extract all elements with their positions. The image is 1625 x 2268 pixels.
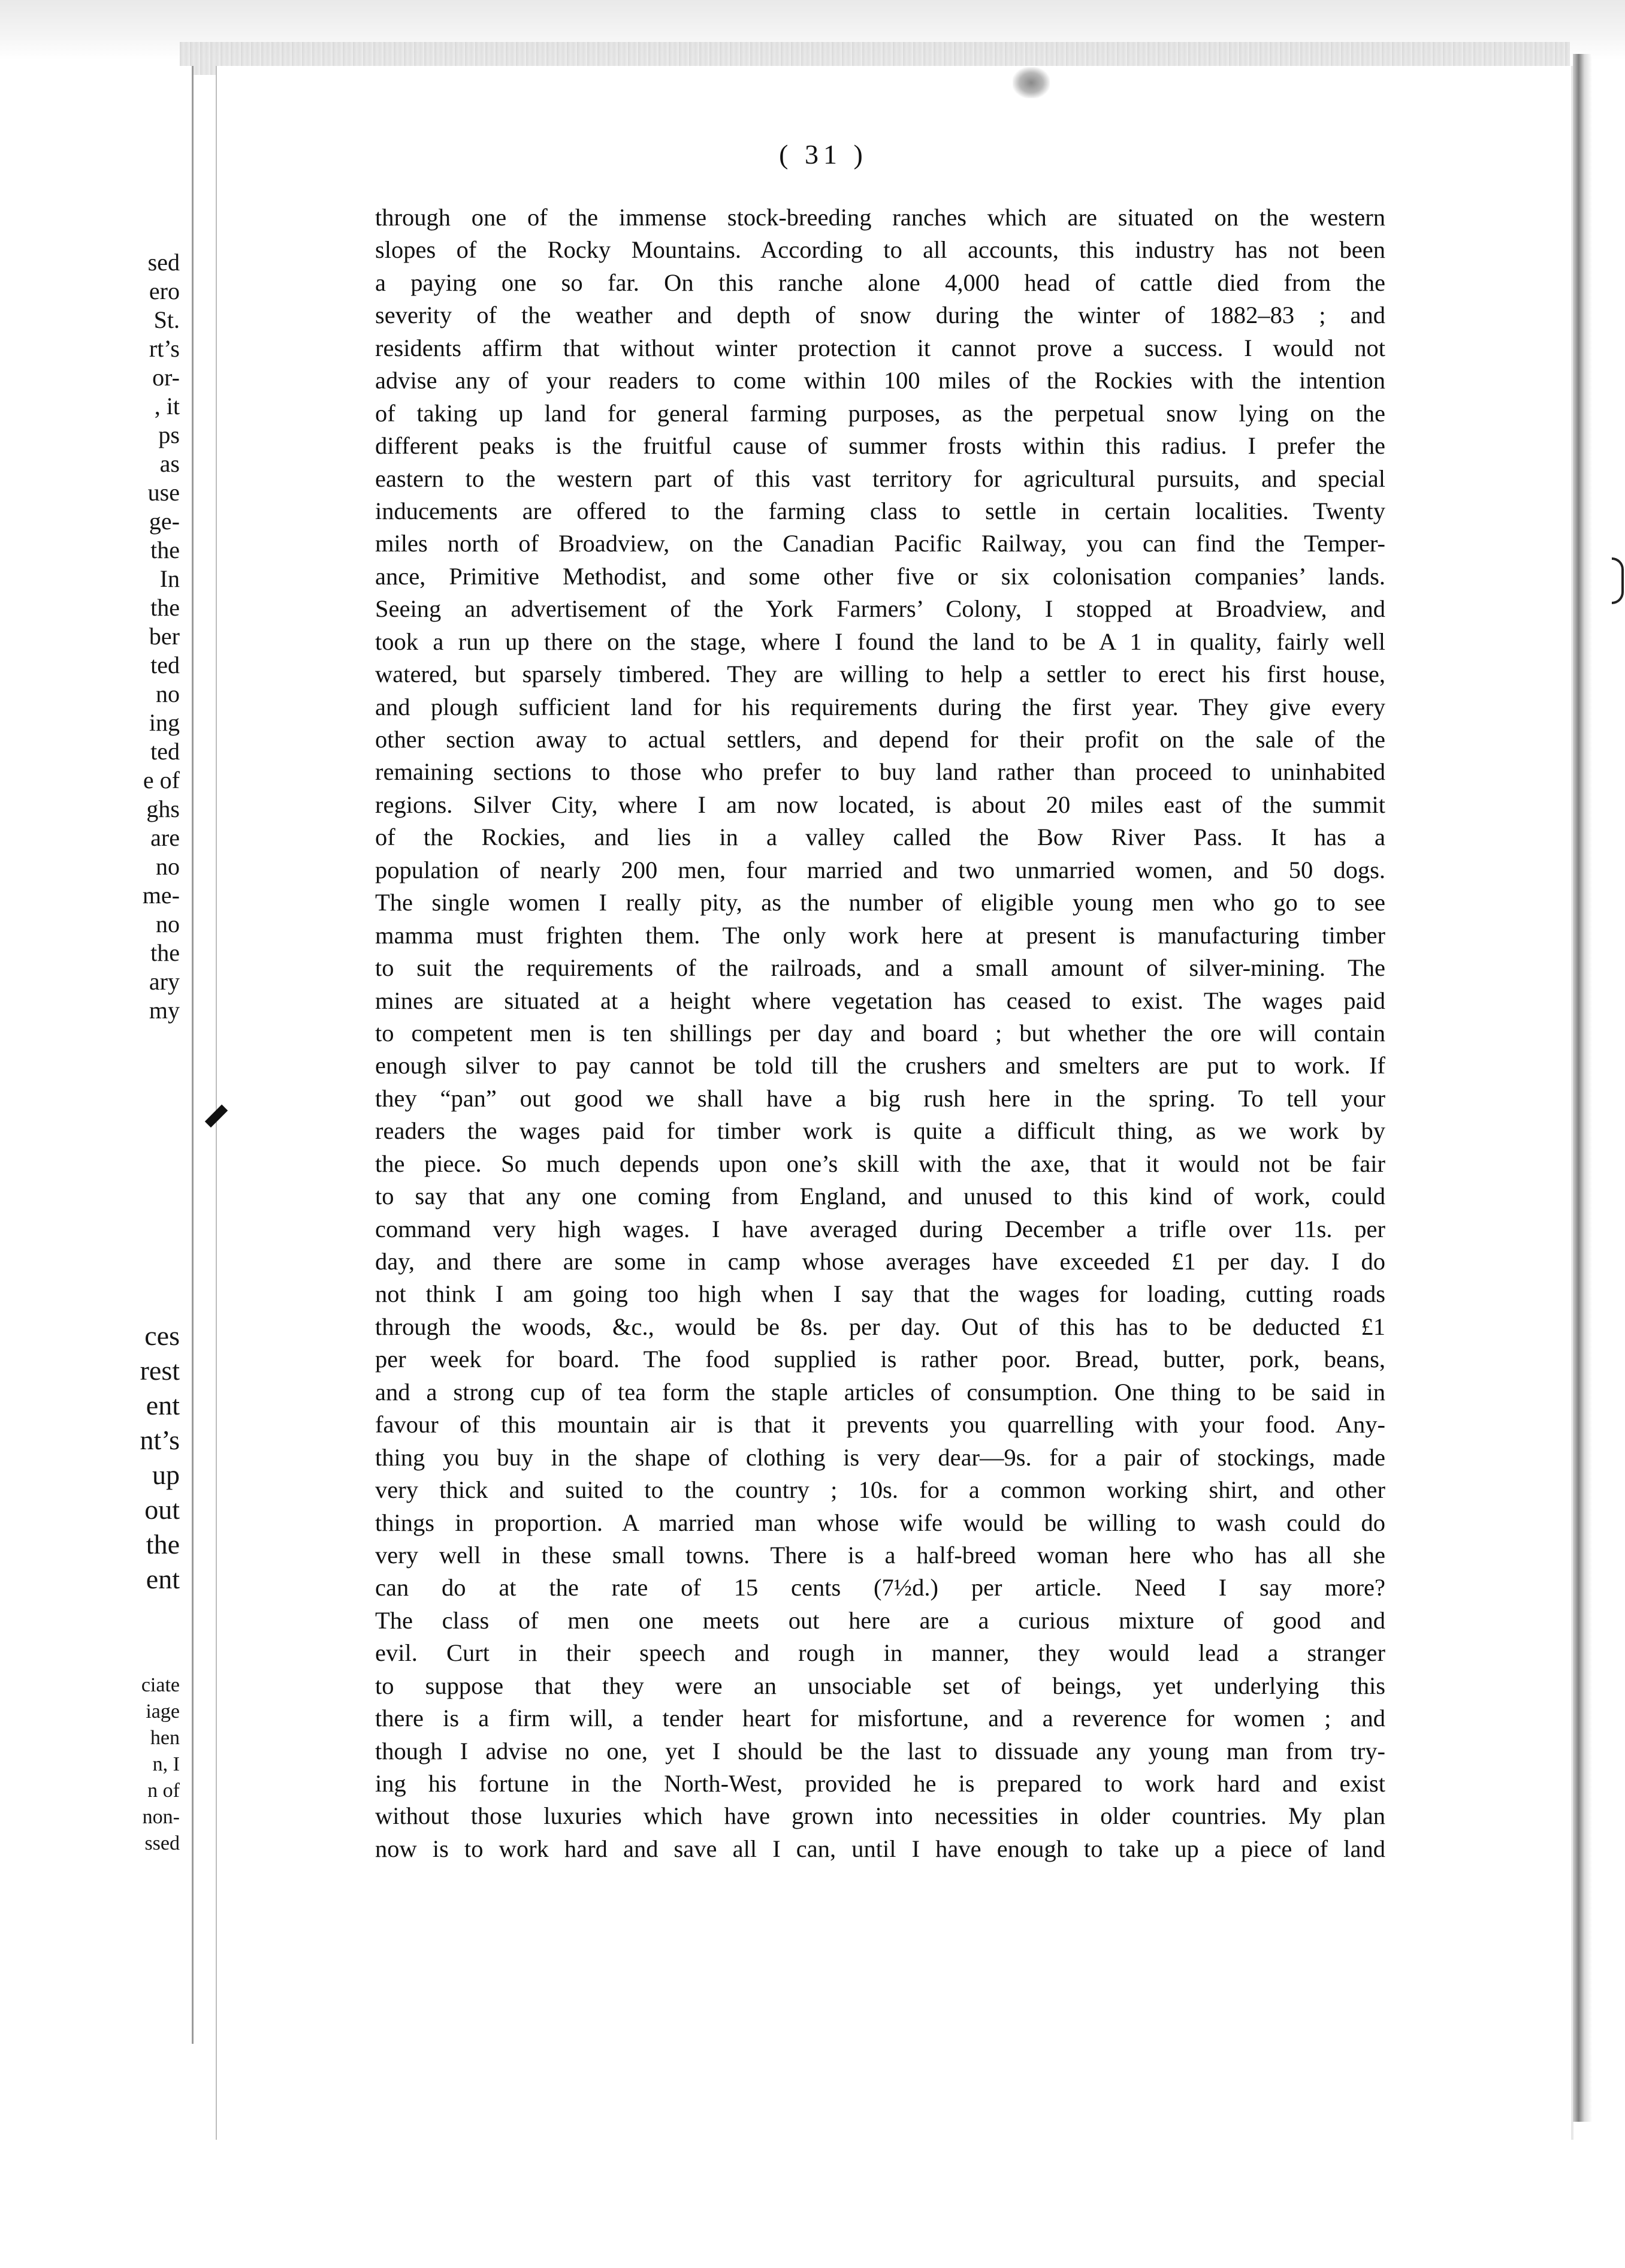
text-line: and plough sufficient land for his requirements during the first year. They give every (375, 693, 1385, 720)
facing-line: ary (149, 968, 180, 995)
text-line: of taking up land for general farming purposes, as the perpetual snow lying on the (375, 399, 1385, 427)
text-line: and a strong cup of tea form the staple articles of consumption. One thing to be said in (375, 1378, 1385, 1406)
text-line: to competent men is ten shillings per day and board ; but whether the ore will contain (375, 1019, 1385, 1046)
text-line: day, and there are some in camp whose averages have exceeded £1 per day. I do (375, 1248, 1385, 1275)
text-line: ance, Primitive Methodist, and some other five or six colonisation companies’ lands. (375, 562, 1385, 590)
facing-line: hen (150, 1727, 180, 1749)
text-line: other section away to actual settlers, and depend for their profit on the sale of the (375, 726, 1385, 753)
facing-line: , it (154, 393, 180, 420)
facing-line: no (156, 853, 180, 880)
facing-page-text-lower (141, 1672, 180, 1857)
edge-bracket-mark (1612, 557, 1624, 604)
facing-line: rest (140, 1355, 180, 1386)
text-line: regions. Silver City, where I am now located, is about 20 miles east of the summit (375, 791, 1385, 818)
text-line: not think I am going too high when I say that the wages for loading, cutting roads (375, 1280, 1385, 1308)
facing-line: the (150, 939, 180, 966)
facing-line: my (149, 997, 180, 1024)
text-line: watered, but sparsely timbered. They are willing to help a settler to erect his first house, (375, 661, 1385, 688)
body-text (375, 201, 1385, 1865)
facing-line: non- (142, 1806, 180, 1828)
text-line: ing his fortune in the North-West, provided he is prepared to work hard and exist (375, 1770, 1385, 1797)
text-line: favour of this mountain air is that it prevents you quarrelling with your food. Any- (375, 1411, 1385, 1438)
facing-line: are (150, 824, 180, 851)
facing-line: nt’s (140, 1425, 180, 1455)
text-line: severity of the weather and depth of snow during the winter of 1882–83 ; and (375, 301, 1385, 329)
facing-line: ted (150, 652, 180, 678)
text-line: now is to work hard and save all I can, until I have enough to take up a piece of land (375, 1835, 1385, 1862)
text-line: Seeing an advertisement of the York Farmers’ Colony, I stopped at Broadview, and (375, 595, 1385, 623)
text-line: different peaks is the fruitful cause of summer frosts within this radius. I prefer the (375, 432, 1385, 460)
text-line: to say that any one coming from England, and unused to this kind of work, could (375, 1183, 1385, 1210)
facing-line: the (146, 1529, 180, 1560)
text-line: though I advise no one, yet I should be the last to dissuade any young man from try- (375, 1737, 1385, 1765)
facing-line: e of (143, 767, 180, 794)
facing-line: ghs (146, 795, 180, 822)
facing-line: n of (147, 1780, 180, 1802)
facing-line: iage (146, 1700, 180, 1723)
text-line: residents affirm that without winter protection it cannot prove a success. I would not (375, 334, 1385, 361)
facing-line: St. (153, 306, 180, 333)
facing-line: In (159, 565, 180, 592)
text-line: miles north of Broadview, on the Canadian Pacific Railway, you can find the Temper- (375, 530, 1385, 557)
text-line: thing you buy in the shape of clothing is very dear—9s. for a pair of stockings, made (375, 1443, 1385, 1471)
text-line: things in proportion. A married man whose wife would be willing to wash could do (375, 1509, 1385, 1536)
text-line: The single women I really pity, as the number of eligible young men who go to see (375, 889, 1385, 916)
text-line: to suppose that they were an unsociable set of beings, yet underlying this (375, 1672, 1385, 1699)
text-line: eastern to the western part of this vast territory for agricultural pursuits, and special (375, 465, 1385, 492)
facing-line: no (156, 680, 180, 707)
facing-line: ber (149, 623, 180, 650)
facing-line: ciate (141, 1674, 180, 1696)
text-line: took a run up there on the stage, where I found the land to be A 1 in quality, fairly well (375, 628, 1385, 655)
page-number: ( 31 ) (779, 139, 868, 170)
text-line: slopes of the Rocky Mountains. According to all accounts, this industry has not been (375, 236, 1385, 264)
facing-page-text-middle (140, 1319, 180, 1597)
facing-line: sed (147, 249, 180, 276)
facing-line: ces (144, 1320, 180, 1351)
text-line: very well in these small towns. There is a half-breed woman here who has all she (375, 1541, 1385, 1569)
text-line: mines are situated at a height where vegetation has ceased to exist. The wages paid (375, 987, 1385, 1014)
facing-line: ent (146, 1390, 180, 1420)
facing-line: ent (146, 1564, 180, 1594)
text-line: of the Rockies, and lies in a valley called the Bow River Pass. It has a (375, 824, 1385, 851)
text-line: per week for board. The food supplied is rather poor. Bread, butter, pork, beans, (375, 1346, 1385, 1373)
facing-line: ge- (149, 508, 180, 535)
text-line: can do at the rate of 15 cents (7½d.) per article. Need I say more? (375, 1574, 1385, 1602)
text-line: through one of the immense stock-breeding ranches which are situated on the western (375, 204, 1385, 231)
text-line: inducements are offered to the farming class to settle in certain localities. Twenty (375, 497, 1385, 524)
facing-line: ing (149, 709, 180, 736)
text-line: The class of men one meets out here are a curious mixture of good and (375, 1606, 1385, 1634)
text-line: remaining sections to those who prefer to buy land rather than proceed to uninhabited (375, 758, 1385, 786)
text-line: without those luxuries which have grown into necessities in older countries. My plan (375, 1802, 1385, 1830)
text-line: evil. Curt in their speech and rough in manner, they would lead a stranger (375, 1639, 1385, 1667)
text-line: very thick and suited to the country ; 10s. for a common working shirt, and other (375, 1476, 1385, 1504)
facing-line: use (147, 479, 180, 506)
text-line: the piece. So much depends upon one’s skill with the axe, that it would not be fair (375, 1150, 1385, 1177)
facing-page (0, 66, 194, 2044)
text-line: advise any of your readers to come within 100 miles of the Rockies with the intention (375, 367, 1385, 394)
text-line: population of nearly 200 men, four married and two unmarried women, and 50 dogs. (375, 856, 1385, 883)
facing-line: or- (152, 364, 180, 391)
text-line: mamma must frighten them. The only work here at present is manufacturing timber (375, 921, 1385, 949)
facing-line: ted (150, 738, 180, 765)
facing-page-text-upper (143, 248, 180, 1025)
text-line: readers the wages paid for timber work is quite a difficult thing, as we work by (375, 1117, 1385, 1145)
facing-line: me- (142, 882, 180, 909)
facing-line: ssed (144, 1832, 180, 1854)
facing-line: ps (158, 421, 180, 448)
facing-line: up (152, 1459, 180, 1490)
facing-line: rt’s (149, 335, 180, 362)
text-line: through the woods, &c., would be 8s. per day. Out of this has to be deducted £1 (375, 1313, 1385, 1340)
facing-line: as (159, 450, 180, 477)
facing-line: the (150, 536, 180, 563)
text-line: there is a firm will, a tender heart for misfortune, and a reverence for women ; and (375, 1705, 1385, 1732)
text-line: enough silver to pay cannot be told till the crushers and smelters are put to work. If (375, 1052, 1385, 1079)
text-line: to suit the requirements of the railroads, and a small amount of silver-mining. The (375, 954, 1385, 982)
facing-line: out (144, 1494, 180, 1525)
facing-line: no (156, 910, 180, 937)
ink-blot (1013, 67, 1050, 98)
facing-line: ero (149, 278, 180, 304)
text-line: command very high wages. I have averaged during December a trifle over 11s. per (375, 1215, 1385, 1242)
facing-line: n, I (152, 1753, 180, 1775)
page-edge (1573, 54, 1592, 2122)
text-line: they “pan” out good we shall have a big rush here in the spring. To tell your (375, 1084, 1385, 1112)
text-line: a paying one so far. On this ranche alone 4,000 head of cattle died from the (375, 269, 1385, 296)
facing-line: the (150, 594, 180, 621)
